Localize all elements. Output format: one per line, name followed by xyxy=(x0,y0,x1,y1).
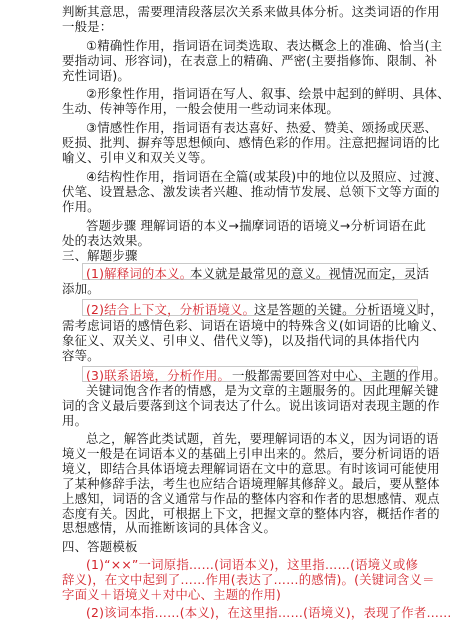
step-label: (1)解释词的本义。 xyxy=(86,265,193,281)
step-label: (2)结合上下文，分析语境义。 xyxy=(86,302,256,317)
summary-line: 总之，解答此类试题，首先，要理解词语的本义，因为词语的语 xyxy=(86,431,439,447)
summary-line: 上感知，词语的含义通常与作品的整体内容和作者的思想感情、观点 xyxy=(62,490,440,506)
summary-line: 思想感情，从而推断该词的具体含义。 xyxy=(62,520,277,536)
paragraph-line: 需考虑词语的感情色彩、词语在语境中的特殊含义(如词语的比喻义、 xyxy=(62,317,445,333)
paragraph-line: 作用。 xyxy=(62,198,100,214)
paragraph-line: 贬损、批判、摒弃等思想倾向、感情色彩的作用。注意把握词语的比 xyxy=(62,135,440,150)
paragraph-line: 充性词语)。 xyxy=(62,68,130,83)
template-line: (2)该词本指……(本义)，在这里指……(语境义)，表现了作者…… xyxy=(86,604,452,620)
paragraph-line: ①精确性作用，指词语在词类选取、表达概念上的准确、恰当(主 xyxy=(86,38,443,54)
paragraph-line: 词的含义最后要落到这个词表达了什么。说出该词语对表现主题的作 xyxy=(62,398,440,413)
paragraph-line: 象征义、双关义、引申义、借代义等)，以及指代词的具体指代内 xyxy=(62,332,420,348)
summary-line: 境义一般是在词语本义的基础上引申出来的。然后，要分析词语的语 xyxy=(62,445,440,461)
paragraph-line: ④结构性作用，指词语在全篇(或某段)中的地位以及照应、过渡、 xyxy=(86,168,448,184)
paragraph-line: 喻义、引申义和双关义等。 xyxy=(62,149,214,165)
paragraph-line: 这是答题的关键。分析语境义时， xyxy=(254,302,443,317)
summary-line: 态度有关。因此，可根据上下文，把握文章的整体内容，概括作者的 xyxy=(62,505,440,521)
paragraph-line: 用。 xyxy=(62,412,88,428)
summary-line: 了某种修辞手法，考生也应结合语境理解其修辞义。最后，要从整体 xyxy=(62,475,440,491)
section-heading: 三、解题步骤 xyxy=(62,248,138,264)
paragraph-line: 处的表达效果。 xyxy=(62,232,151,248)
paragraph-line: 关键词饱含作者的情感，是为文章的主题服务的。因此理解关键 xyxy=(86,383,439,399)
template-line: 辞义)，在文中起到了……作用(表达了……的感情)。(关键词含义＝ xyxy=(62,571,435,587)
section-heading: 四、答题模板 xyxy=(62,538,138,554)
paragraph-line: 容等。 xyxy=(62,347,100,363)
paragraph-line: ②形象性作用，指词语在写人、叙事、绘景中起到的鲜明、具体、 xyxy=(86,86,450,102)
template-line: (1)“××”一词原指……(词语本义)，这里指……(语境义或修 xyxy=(86,556,419,572)
paragraph-line: 伏笔、设置悬念、激发读者兴趣、推动情节发展、总领下文等方面的 xyxy=(62,183,440,199)
summary-line: 境义，即结合具体语境去理解词语在文中的意思。有时该词可能使用 xyxy=(62,460,440,476)
paragraph-line: 一般都需要回答对中心、主题的作用。 xyxy=(232,368,447,384)
paragraph-line: ③情感性作用，指词语有表达喜好、热爱、赞美、颂扬或厌恶、 xyxy=(86,120,438,136)
paragraph-line: 要指动词、形容词)，在表意上的精确、严密(主要指修饰、限制、补 xyxy=(62,53,438,69)
step-label: (3)联系语境，分析作用。 xyxy=(86,368,231,384)
paragraph-line: 添加。 xyxy=(62,281,100,297)
answer-steps-line: 答题步骤 理解词语的本义→揣摩词语的语境义→分析词语在此 xyxy=(86,217,427,233)
paragraph-line: 本义就是最常见的意义。视情况而定，灵活 xyxy=(190,265,430,281)
template-line: 字面义＋语境义＋对中心、主题的作用) xyxy=(62,586,282,602)
paragraph-line: 判断其意思，需要理清段落层次关系来做具体分析。这类词语的作用 xyxy=(62,4,440,20)
paragraph-line: 一般是： xyxy=(62,19,113,35)
paragraph-line: 生动、传神等作用，一般会使用一些动词来体现。 xyxy=(62,101,339,117)
